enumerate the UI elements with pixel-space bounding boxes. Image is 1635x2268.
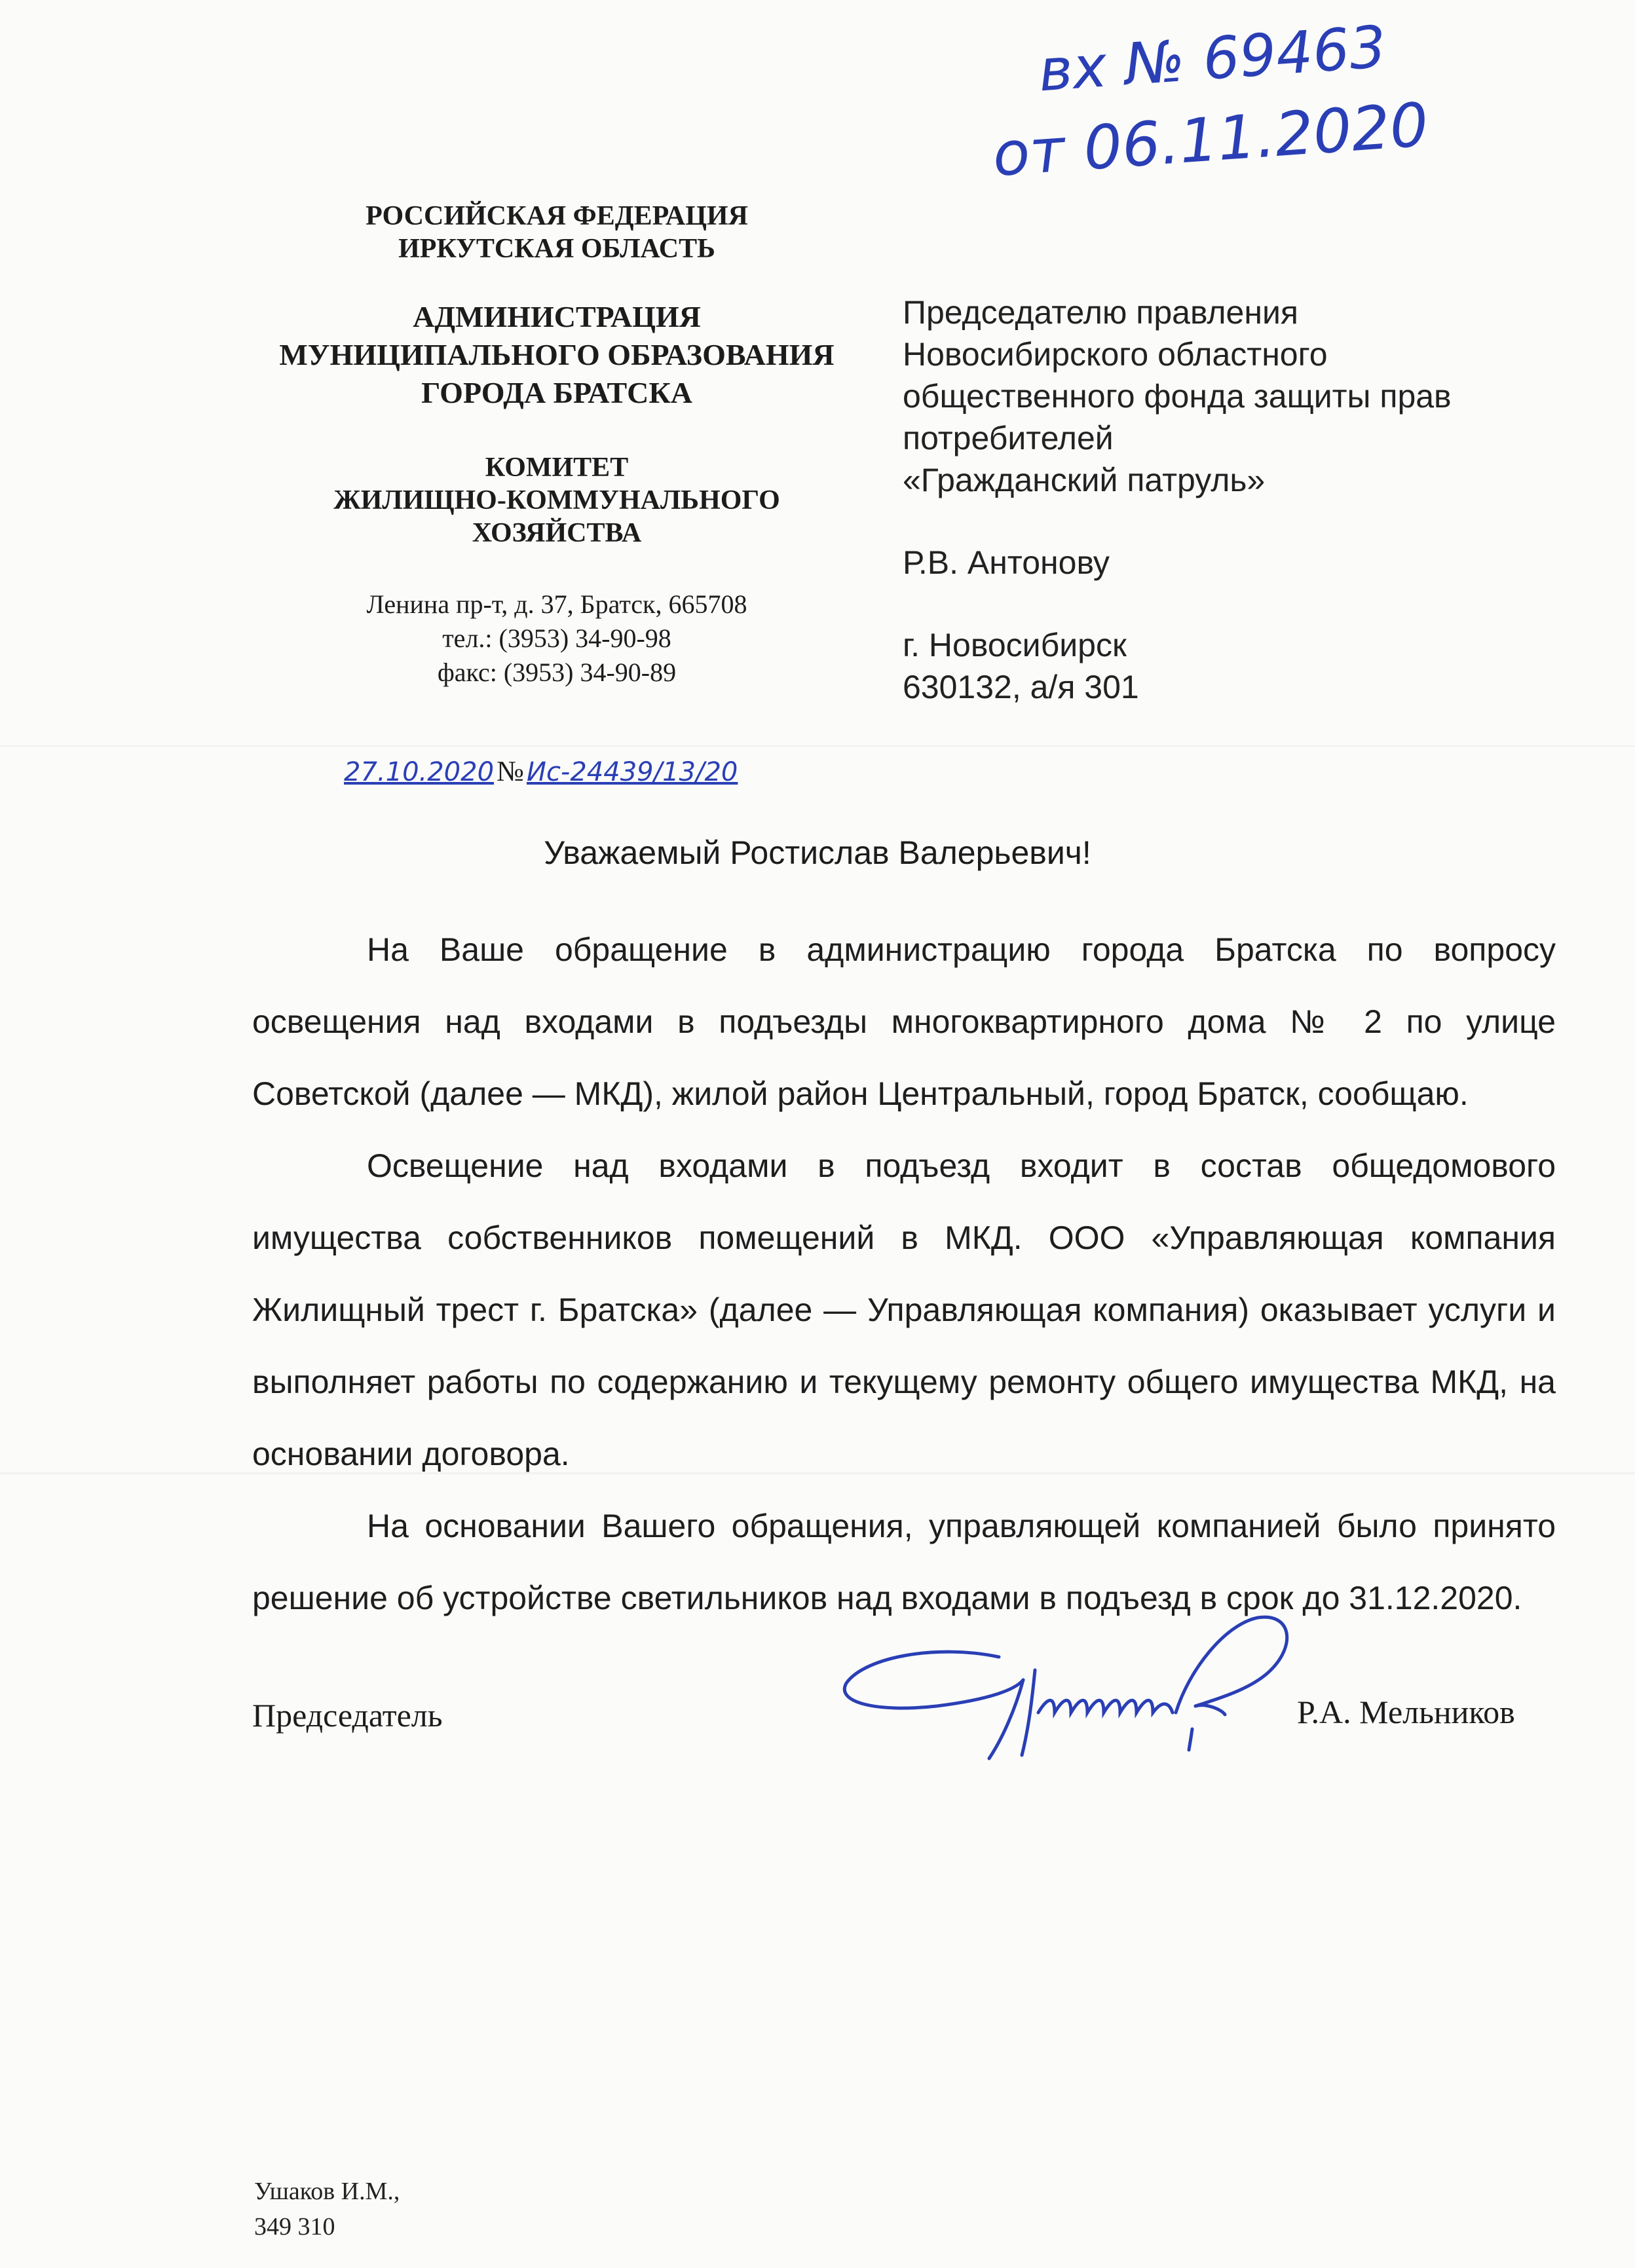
recipient-line: общественного фонда защиты прав xyxy=(903,378,1452,415)
recipient-city: г. Новосибирск xyxy=(903,627,1127,663)
administration-heading-line-2: МУНИЦИПАЛЬНОГО ОБРАЗОВАНИЯ xyxy=(279,338,835,371)
fold-line xyxy=(0,745,1635,747)
recipient-name: Р.В. Антонову xyxy=(903,544,1110,581)
executor-phone: 349 310 xyxy=(254,2213,335,2240)
incoming-date-handwriting: от 06.11.2020 xyxy=(990,89,1431,191)
recipient-block xyxy=(903,291,1584,708)
incoming-number-handwriting: вх № 69463 xyxy=(1036,12,1389,105)
issuer-address: Ленина пр-т, д. 37, Братск, 665708 xyxy=(366,589,747,619)
recipient-line: «Гражданский патруль» xyxy=(903,462,1266,498)
region-heading: ИРКУТСКАЯ ОБЛАСТЬ xyxy=(398,234,715,264)
issuer-fax: факс: (3953) 34-90-89 xyxy=(437,658,677,687)
number-sign: № xyxy=(497,755,525,787)
recipient-line: Новосибирского областного xyxy=(903,336,1328,373)
signer-title: Председатель xyxy=(252,1697,443,1734)
outgoing-number-handwriting: Ис-24439/13/20 xyxy=(527,757,738,787)
handwritten-signature xyxy=(838,1598,1297,1781)
committee-heading-line-2: ЖИЛИЩНО-КОММУНАЛЬНОГО xyxy=(333,485,780,515)
administration-heading-line-3: ГОРОДА БРАТСКА xyxy=(421,376,692,409)
body-paragraph: На основании Вашего обращения, управляющей компанией было принято решение об устройстве светильников над входами в подъезд в срок до 31.12.2020. xyxy=(252,1508,1556,1616)
issuer-block xyxy=(216,200,897,690)
executor-name: Ушаков И.М., xyxy=(254,2178,400,2205)
body-paragraph: Освещение над входами в подъезд входит в состав общедомового имущества собственников помещений в МКД. ООО «Управляющая компания Жилищный трест г. Братска» (далее — Управляющая компания) оказывает услуги и выполняет работы по содержанию и текущему ремонту общего имущества МКД, на основании договора. xyxy=(252,1147,1556,1472)
recipient-line: Председателю правления xyxy=(903,294,1298,331)
recipient-line: потребителей xyxy=(903,420,1114,456)
country-heading: РОССИЙСКАЯ ФЕДЕРАЦИЯ xyxy=(366,201,748,231)
outgoing-date-handwriting: 27.10.2020 xyxy=(344,757,495,787)
administration-heading-line-1: АДМИНИСТРАЦИЯ xyxy=(413,300,701,333)
greeting: Уважаемый Ростислав Валерьевич! xyxy=(544,834,1091,871)
recipient-postal: 630132, а/я 301 xyxy=(903,669,1139,705)
committee-heading-line-1: КОМИТЕТ xyxy=(485,453,629,483)
issuer-phone: тел.: (3953) 34-90-98 xyxy=(442,623,671,653)
signer-name: Р.А. Мельников xyxy=(1297,1694,1515,1730)
body-paragraph: На Ваше обращение в администрацию города Братска по вопросу освещения над входами в подъезды многоквартирного дома № 2 по улице Советской (далее — МКД), жилой район Центральный, город Братск, сообщаю. xyxy=(252,931,1556,1112)
committee-heading-line-3: ХОЗЯЙСТВА xyxy=(472,518,642,548)
outgoing-reference xyxy=(344,754,738,794)
letter-body xyxy=(252,914,1556,1634)
